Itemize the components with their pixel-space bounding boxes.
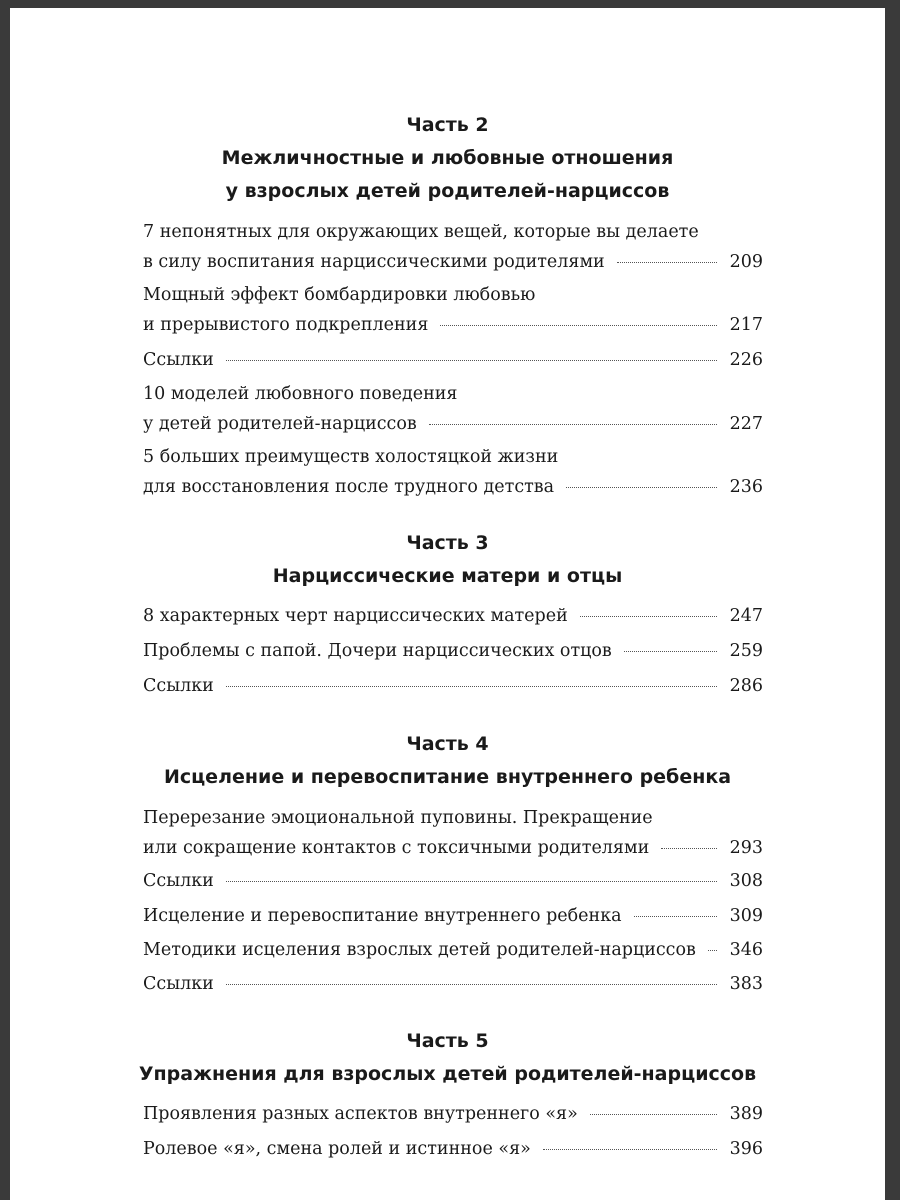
dot-leader [634,916,717,917]
toc-entry-title: Мощный эффект бомбардировки любовью [143,285,536,305]
toc-page-number: 286 [729,676,763,696]
toc-entry-title: Ссылки [143,676,214,696]
toc-page-number: 227 [729,414,763,434]
toc-entry[interactable] [143,217,763,277]
toc-entry[interactable] [143,901,763,931]
part-label: Часть 3 [406,532,489,554]
toc-entry-title: в силу воспитания нарциссическими родителями [143,252,605,272]
dot-leader [661,848,717,849]
toc-entry-title: Проблемы с папой. Дочери нарциссических отцов [143,641,612,661]
toc-page-number: 247 [729,606,763,626]
toc-page-number: 209 [729,252,763,272]
toc-page-number: 383 [729,974,763,994]
toc-page-number: 293 [729,838,763,858]
toc-entry-title: или сокращение контактов с токсичными родителями [143,838,650,858]
dot-leader [226,360,717,361]
toc-entry-title: Ролевое «я», смена ролей и истинное «я» [143,1139,531,1159]
toc-page-number: 226 [729,350,763,370]
toc-page-number: 396 [729,1139,763,1159]
toc-entry-title: 10 моделей любовного поведения [143,384,458,404]
toc-page-number: 346 [729,940,763,960]
toc-entry[interactable] [143,345,763,375]
toc-entry-title: для восстановления после трудного детства [143,477,555,497]
toc-entry-title: 7 непонятных для окружающих вещей, которые вы делаете [143,222,699,242]
toc-entry-title: Ссылки [143,974,214,994]
toc-entry-title: Перерезание эмоциональной пуповины. Прекращение [143,808,653,828]
toc-entry-title: Методики исцеления взрослых детей родителей-нарциссов [143,940,696,960]
toc-page-number: 236 [729,477,763,497]
toc-page-number: 309 [729,906,763,926]
part-title: Исцеление и перевоспитание внутреннего ребенка [163,766,732,788]
toc-entry-title: Проявления разных аспектов внутреннего «я» [143,1104,578,1124]
toc-page-number: 217 [729,315,763,335]
dot-leader [617,262,717,263]
dot-leader [624,651,717,652]
toc-entry[interactable] [143,866,763,896]
toc-entry-title: Ссылки [143,871,214,891]
toc-entry[interactable] [143,280,763,340]
toc-entry[interactable] [143,1134,763,1164]
toc-entry-title: 5 больших преимуществ холостяцкой жизни [143,447,559,467]
toc-entry[interactable] [143,969,763,999]
toc-entry-title: Исцеление и перевоспитание внутреннего ребенка [143,906,622,926]
toc-entry[interactable] [143,671,763,701]
toc-entry[interactable] [143,1099,763,1129]
dot-leader [590,1114,717,1115]
dot-leader [566,487,717,488]
part-label: Часть 4 [406,733,489,755]
dot-leader [226,881,717,882]
dot-leader [708,950,717,951]
toc-entry-title: у детей родителей-нарциссов [143,414,417,434]
toc-entry[interactable] [143,803,763,863]
toc-entry[interactable] [143,379,763,439]
dot-leader [580,616,717,617]
toc-entry[interactable] [143,442,763,502]
part-title: Межличностные и любовные отношения [221,147,674,169]
toc-entry[interactable] [143,935,763,965]
dot-leader [543,1149,717,1150]
toc-page-number: 389 [729,1104,763,1124]
toc-entry-title: и прерывистого подкрепления [143,315,429,335]
toc-entry[interactable] [143,636,763,666]
dot-leader [429,424,717,425]
toc-entry-title: Ссылки [143,350,214,370]
part-label: Часть 2 [406,114,489,136]
toc-entry[interactable] [143,601,763,631]
toc-page-number: 259 [729,641,763,661]
part-label: Часть 5 [406,1030,489,1052]
dot-leader [440,325,717,326]
part-title: у взрослых детей родителей-нарциссов [225,180,670,202]
part-title: Нарциссические матери и отцы [272,565,623,587]
part-title: Упражнения для взрослых детей родителей-нарциссов [138,1063,757,1085]
toc-entry-title: 8 характерных черт нарциссических матерей [143,606,568,626]
dot-leader [226,686,717,687]
dot-leader [226,984,717,985]
book-page [10,8,885,1200]
toc-page-number: 308 [729,871,763,891]
